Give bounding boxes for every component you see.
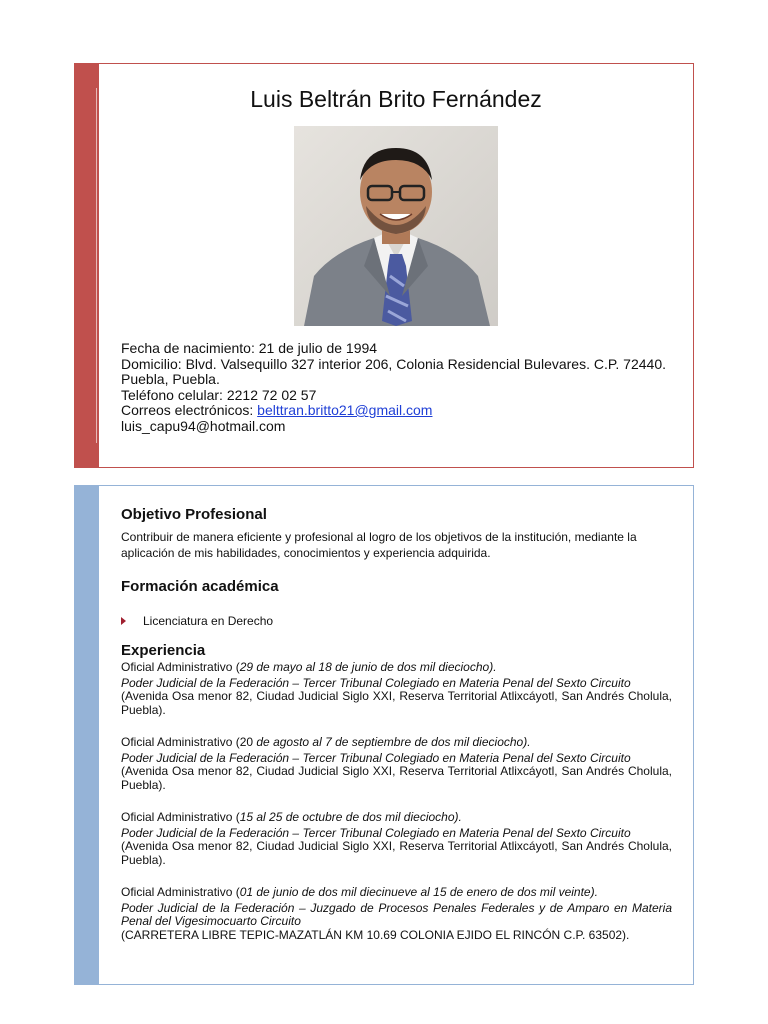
experience-employer: Poder Judicial de la Federación – Juzgado de Procesos Penales Federales y de Amparo en Materia Penal del Vigesimocuarto Circuito [121, 900, 672, 928]
email-hotmail: luis_capu94@hotmail.com [121, 417, 286, 434]
experience-role: Oficial Administrativo ( [121, 885, 240, 899]
body-card [74, 485, 694, 985]
experience-address: (CARRETERA LIBRE TEPIC-MAZATLÁN KM 10.69 COLONIA EJIDO EL RINCÓN C.P. 63502). [121, 927, 630, 942]
phone: Teléfono celular: 2212 72 02 57 [121, 386, 317, 403]
objective-text: Contribuir de manera eficiente y profesional al logro de los objetivos de la institución, mediante la aplicación de mis habilidades, conocimientos y experiencia adquirida. [121, 530, 637, 560]
body-accent-bar [75, 486, 99, 984]
experience-dates: 01 de junio de dos mil diecinueve al 15 de enero de dos mil veinte). [239, 885, 598, 899]
profile-photo [294, 126, 498, 326]
experience-heading: Experiencia [121, 642, 206, 659]
candidate-name: Luis Beltrán Brito Fernández [250, 86, 542, 112]
education-heading: Formación académica [121, 578, 279, 595]
emails-row [121, 403, 676, 419]
experience-dates: de agosto al 7 de septiembre de dos mil dieciocho). [253, 735, 531, 749]
experience-role: Oficial Administrativo ( [121, 810, 240, 824]
experience-role: Oficial Administrativo ( [121, 660, 240, 674]
experience-employer: Poder Judicial de la Federación – Tercer Tribunal Colegiado en Materia Penal del Sexto Circuito [121, 825, 631, 840]
contact-info [121, 341, 676, 434]
experience-role: Oficial Administrativo (20 [121, 735, 254, 749]
email-link-gmail[interactable]: belttran.britto21@gmail.com [257, 402, 433, 418]
address-line-1: Domicilio: Blvd. Valsequillo 327 interior 206, Colonia Residencial Bulevares. C.P. 72440. [121, 355, 667, 372]
emails-label: Correos electrónicos: [121, 402, 258, 418]
experience-entry [121, 886, 672, 942]
experience-address: (Avenida Osa menor 82, Ciudad Judicial Siglo XXI, Reserva Territorial Atlixcáyotl, San Andrés Cholula, Puebla). [121, 689, 672, 717]
experience-address: (Avenida Osa menor 82, Ciudad Judicial Siglo XXI, Reserva Territorial Atlixcáyotl, San Andrés Cholula, Puebla). [121, 839, 672, 867]
experience-entry [121, 811, 672, 867]
education-item [121, 614, 672, 628]
objective-heading: Objetivo Profesional [121, 506, 267, 523]
experience-entry [121, 736, 672, 792]
experience-employer: Poder Judicial de la Federación – Tercer Tribunal Colegiado en Materia Penal del Sexto Circuito [121, 750, 631, 765]
experience-dates: 15 al 25 de octubre de dos mil dieciocho). [239, 810, 462, 824]
bullet-arrow-icon [121, 617, 126, 625]
experience-role-line [121, 661, 672, 675]
body-content [121, 506, 672, 942]
experience-entry [121, 661, 672, 717]
experience-role-line [121, 811, 672, 825]
education-item-label: Licenciatura en Derecho [143, 614, 274, 628]
experience-employer: Poder Judicial de la Federación – Tercer Tribunal Colegiado en Materia Penal del Sexto Circuito [121, 675, 631, 690]
birth-date: Fecha de nacimiento: 21 de julio de 1994 [121, 340, 378, 356]
header-card [74, 63, 694, 468]
experience-dates: 29 de mayo al 18 de junio de dos mil dieciocho). [239, 660, 497, 674]
address-line-2: Puebla, Puebla. [121, 371, 220, 387]
experience-list [121, 661, 672, 942]
experience-role-line [121, 736, 672, 750]
header-divider-line [96, 88, 97, 443]
experience-address: (Avenida Osa menor 82, Ciudad Judicial Siglo XXI, Reserva Territorial Atlixcáyotl, San Andrés Cholula, Puebla). [121, 764, 672, 792]
experience-role-line [121, 886, 672, 900]
